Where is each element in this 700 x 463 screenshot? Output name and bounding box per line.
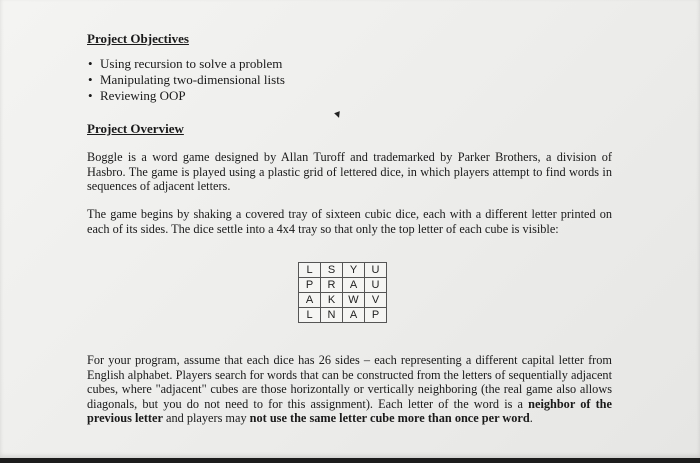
board-cell: A: [299, 293, 321, 308]
board-cell: N: [321, 308, 343, 323]
mouse-cursor-icon: [334, 111, 342, 119]
bullet-icon: •: [88, 88, 93, 103]
list-item: [88, 88, 285, 104]
bullet-text: Using recursion to solve a problem: [100, 56, 283, 71]
board-cell: A: [343, 308, 365, 323]
bullet-icon: •: [88, 72, 93, 87]
boggle-board: [298, 262, 387, 323]
paragraph-text: .: [529, 411, 533, 426]
objectives-heading: Project Objectives: [87, 31, 189, 46]
board-cell: Y: [343, 263, 365, 278]
overview-paragraph-1: Boggle is a word game designed by Allan Turoff and trademarked by Parker Brothers, a division of Hasbro. The game is played using a plastic grid of lettered dice, in which players attempt to find words in sequences of adjacent letters.: [87, 150, 612, 194]
objectives-list: [88, 56, 285, 104]
board-cell: U: [365, 263, 387, 278]
board-cell: W: [343, 293, 365, 308]
board-cell: S: [321, 263, 343, 278]
board-row: [299, 293, 387, 308]
bold-phrase: not use the same letter cube more than once per word: [249, 411, 530, 426]
board-cell: L: [299, 263, 321, 278]
bullet-text: Manipulating two-dimensional lists: [100, 72, 285, 87]
board-cell: P: [365, 308, 387, 323]
bullet-icon: •: [88, 56, 93, 71]
board-cell: P: [299, 278, 321, 293]
board-row: [299, 263, 387, 278]
board-cell: K: [321, 293, 343, 308]
board-cell: R: [321, 278, 343, 293]
list-item: [88, 72, 285, 88]
board-cell: U: [365, 278, 387, 293]
overview-paragraph-2: The game begins by shaking a covered tray of sixteen cubic dice, each with a different letter printed on each of its sides. The dice settle into a 4x4 tray so that only the top letter of each cube is visible:: [87, 207, 612, 236]
overview-heading: Project Overview: [87, 121, 184, 136]
overview-paragraph-3: [87, 353, 612, 426]
paragraph-text: For your program, assume that each dice has 26 sides – each representing a different capital letter from English alphabet. Players search for words that can be constructed from the letters of sequentially adjacent cubes, where "adjacent" cubes are those horizontally or vertically neighboring (the real game also allows diagonals, but you do not need to for this assignment). Each letter of the word is a: [87, 353, 612, 411]
board-cell: V: [365, 293, 387, 308]
board-row: [299, 278, 387, 293]
bullet-text: Reviewing OOP: [100, 88, 186, 103]
paragraph-text: and players may: [162, 411, 250, 426]
list-item: [88, 56, 285, 72]
bold-phrase: neighbor of the previous letter: [87, 396, 612, 426]
board-row: [299, 308, 387, 323]
board-cell: A: [343, 278, 365, 293]
board-cell: L: [299, 308, 321, 323]
